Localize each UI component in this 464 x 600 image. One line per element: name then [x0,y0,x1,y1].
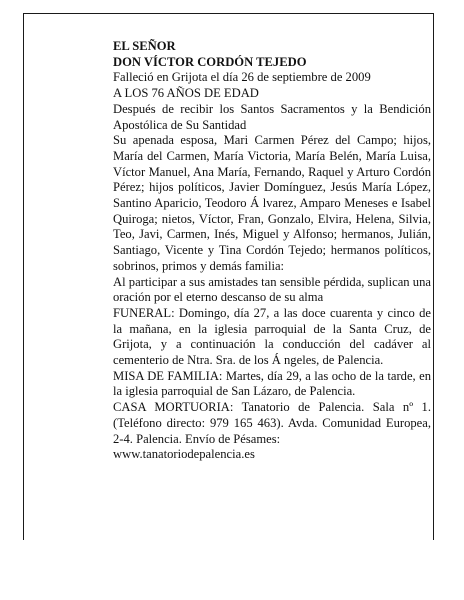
notice-title-line1: EL SEÑOR [113,39,176,53]
mortuary-paragraph: CASA MORTUORIA: Tanatorio de Palencia. Sala nº 1. (Teléfono directo: 979 165 463). Avda. Comunidad Europea, 2-4. Palencia. Envío de Pésames: [113,400,431,446]
funeral-paragraph: FUNERAL: Domingo, día 27, a las doce cuarenta y cinco de la mañana, en la iglesia parroquial de la Santa Cruz, de Grijota, y a continuación la conducción del cadáver al cementerio de Ntra. Sra. de los Á ngeles, de Palencia. [113,305,431,368]
request-paragraph: Al participar a sus amistades tan sensible pérdida, suplican una oración por el eterno descanso de su alma [113,274,431,305]
death-date-line: Falleció en Grijota el día 26 de septiembre de 2009 [113,70,371,85]
deceased-name: DON VÍCTOR CORDÓN TEJEDO [113,54,307,69]
family-paragraph: Su apenada esposa, Mari Carmen Pérez del Campo; hijos, María del Carmen, María Victoria, María Belén, María Luisa, Víctor Manuel, Ana María, Fernando, Raquel y Arturo Cordón Pérez; hijos políticos, Javier Domínguez, Jesús María López, Santino Aparicio, Teodoro Á lvarez, Amparo Meneses e Isabel Quiroga; nietos, Víctor, Fran, Gonzalo, Elvira, Helena, Silvia, Teo, Javi, Carmen, Inés, Miguel y Alfonso; hermanos, Julián, Santiago, Vicente y Tina Cordón Tejedo; hermanos políticos, sobrinos, primos y demás familia: [113,133,431,273]
age-line: A LOS 76 AÑOS DE EDAD [113,86,259,101]
website-link[interactable]: www.tanatoriodepalencia.es [113,447,255,462]
sacraments-paragraph: Después de recibir los Santos Sacramentos y la Bendición Apostólica de Su Santidad [113,101,431,132]
family-mass-paragraph: MISA DE FAMILIA: Martes, día 29, a las ocho de la tarde, en la iglesia parroquial de San Lázaro, de Palencia. [113,368,431,399]
obituary-notice [113,39,431,463]
